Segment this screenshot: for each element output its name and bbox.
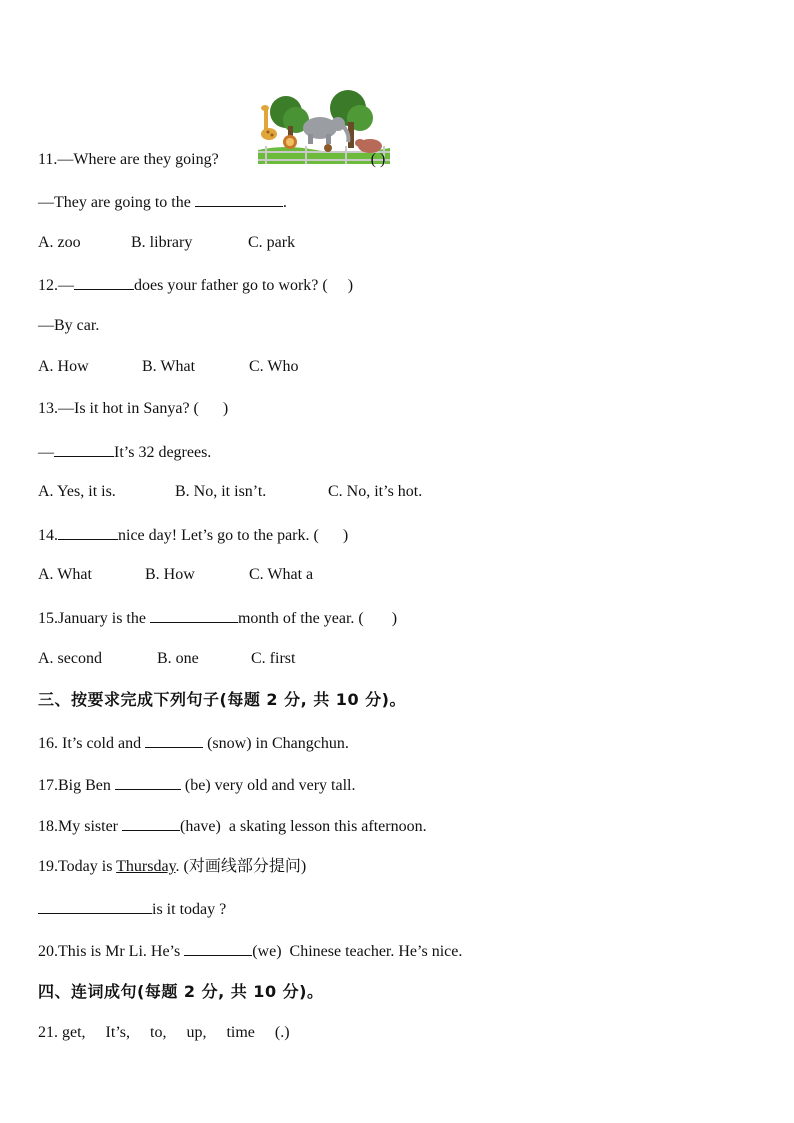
q12-text: does your father go to work? ( ): [134, 277, 354, 294]
q11-answer: [38, 191, 287, 213]
q11-question: [38, 150, 385, 170]
q13-answer-dash: —: [38, 444, 54, 461]
q15-option-b: B. one: [157, 650, 199, 667]
q19-answer: [38, 898, 226, 920]
q16-blank[interactable]: [145, 732, 203, 748]
q19-answer-text: is it today ?: [152, 901, 227, 918]
q19-blank[interactable]: [38, 898, 152, 914]
section3-heading: 三、按要求完成下列句子(每题 2 分, 共 10 分)。: [38, 690, 406, 709]
q11-options: [38, 233, 295, 253]
q15-blank[interactable]: [150, 607, 238, 623]
q12-question: [38, 274, 353, 296]
q13-answer-text: It’s 32 degrees.: [114, 444, 212, 461]
q15-options: [38, 649, 295, 669]
q12-option-a: A. How: [38, 358, 89, 375]
q19-question: [38, 857, 306, 877]
q13-question: 13.—Is it hot in Sanya? ( ): [38, 400, 229, 417]
q15-text-end: month of the year. ( ): [237, 610, 398, 627]
q14-option-a: A. What: [38, 566, 92, 583]
q20-blank[interactable]: [184, 940, 252, 956]
q11-blank[interactable]: [195, 191, 283, 207]
q20-text-end: (we) Chinese teacher. He’s nice.: [252, 943, 463, 960]
q14-blank[interactable]: [58, 524, 118, 540]
q17-text-end: (be) very old and very tall.: [180, 777, 356, 794]
q18-blank[interactable]: [122, 815, 180, 831]
q12-num: 12.—: [38, 277, 74, 294]
q12-option-b: B. What: [142, 358, 196, 375]
q11-answer-end: .: [282, 194, 287, 211]
q13-option-b: B. No, it isn’t.: [175, 483, 267, 500]
q13-blank[interactable]: [54, 441, 114, 457]
q15-text: 15.January is the: [38, 610, 150, 627]
q12-options: [38, 357, 298, 377]
q18-text-end: (have) a skating lesson this afternoon.: [180, 818, 427, 835]
q12-option-c: C. Who: [249, 358, 299, 375]
q19-text: 19.Today is: [38, 858, 117, 875]
q14-question: [38, 524, 348, 546]
q14-num: 14.: [38, 527, 58, 544]
q15-question: [38, 607, 397, 629]
q13-options: [38, 482, 422, 502]
q14-text: nice day! Let’s go to the park. ( ): [118, 527, 349, 544]
q16-question: [38, 732, 349, 754]
q11-paren: ( ): [366, 151, 386, 168]
q12-answer: —By car.: [38, 317, 100, 334]
q13-option-c: C. No, it’s hot.: [328, 483, 423, 500]
q19-underlined-word: Thursday: [116, 858, 176, 875]
q18-text: 18.My sister: [38, 818, 122, 835]
q13-answer: [38, 441, 211, 463]
q14-option-b: B. How: [145, 566, 195, 583]
q15-option-c: C. first: [251, 650, 296, 667]
q20-question: [38, 940, 462, 962]
q21-question: 21. get, It’s, to, up, time (.): [38, 1024, 290, 1041]
q11-option-a: A. zoo: [38, 234, 81, 251]
q17-question: [38, 774, 356, 796]
q13-option-a: A. Yes, it is.: [38, 483, 116, 500]
q14-option-c: C. What a: [249, 566, 314, 583]
q12-blank[interactable]: [74, 274, 134, 290]
q16-text-end: (snow) in Changchun.: [203, 735, 349, 752]
q11-answer-text: —They are going to the: [38, 194, 195, 211]
q11-option-b: B. library: [131, 234, 193, 251]
q20-text: 20.This is Mr Li. He’s: [38, 943, 185, 960]
q19-text-end: . (对画线部分提问): [175, 858, 307, 875]
q17-text: 17.Big Ben: [38, 777, 115, 794]
q15-option-a: A. second: [38, 650, 102, 667]
q11-text: 11.—Where are they going?: [38, 151, 219, 168]
q11-option-c: C. park: [248, 234, 296, 251]
section4-heading: 四、连词成句(每题 2 分, 共 10 分)。: [38, 982, 324, 1001]
q17-blank[interactable]: [115, 774, 181, 790]
q14-options: [38, 565, 313, 585]
q16-text: 16. It’s cold and: [38, 735, 146, 752]
q18-question: [38, 815, 427, 837]
